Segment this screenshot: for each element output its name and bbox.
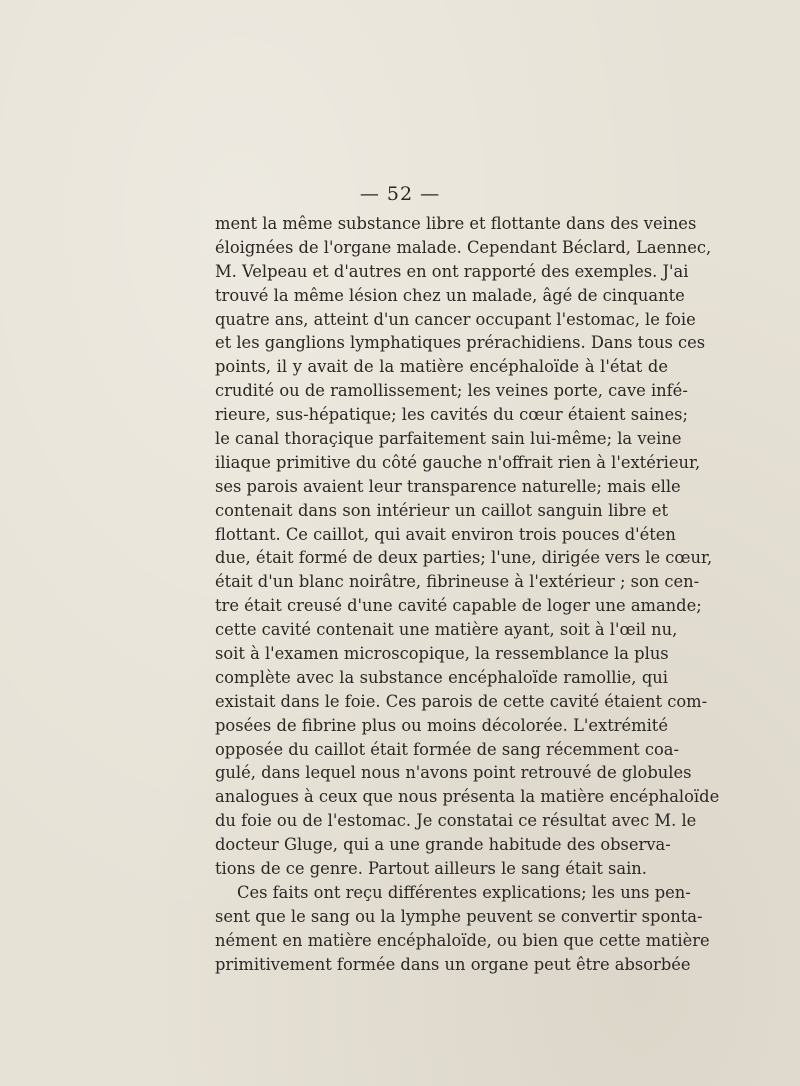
page-number: — 52 — (359, 183, 441, 205)
text-line: docteur Gluge, qui a une grande habitude des observa- (215, 835, 671, 855)
text-line: flottant. Ce caillot, qui avait environ trois pouces d'éten (215, 524, 676, 544)
text-line: analogues à ceux que nous présenta la matière encéphaloïde (215, 787, 720, 807)
text-line: iliaque primitive du côté gauche n'offrait rien à l'extérieur, (215, 452, 701, 472)
text-line: tre était creusé d'une cavité capable de loger une amande; (215, 596, 702, 616)
text-line: complète avec la substance encéphaloïde ramollie, qui (215, 667, 668, 687)
text-line: quatre ans, atteint d'un cancer occupant l'estomac, le foie (215, 309, 696, 329)
text-line: rieure, sus-hépatique; les cavités du cœur étaient saines; (215, 405, 688, 425)
text-line: nément en matière encéphaloïde, ou bien que cette matière (215, 930, 710, 950)
text-line: opposée du caillot était formée de sang récemment coa- (215, 739, 679, 759)
text-line: le canal thoraçique parfaitement sain lui-même; la veine (215, 429, 682, 449)
text-line: ses parois avaient leur transparence naturelle; mais elle (215, 476, 681, 496)
text-line: posées de fibrine plus ou moins décolorée. L'extrémité (215, 715, 668, 735)
text-line: M. Velpeau et d'autres en ont rapporté des exemples. J'ai (215, 261, 689, 281)
text-line: trouvé la même lésion chez un malade, âgé de cinquante (215, 285, 685, 305)
text-line: points, il y avait de la matière encéphaloïde à l'état de (215, 357, 668, 377)
text-line: était d'un blanc noirâtre, fibrineuse à l'extérieur ; son cen- (215, 572, 700, 592)
body-text (215, 212, 720, 977)
text-line: existait dans le foie. Ces parois de cette cavité étaient com- (215, 691, 708, 711)
text-line: crudité ou de ramollissement; les veines porte, cave infé- (215, 381, 688, 401)
text-line: gulé, dans lequel nous n'avons point retrouvé de globules (215, 763, 692, 783)
text-line: cette cavité contenait une matière ayant, soit à l'œil nu, (215, 620, 678, 640)
text-line: primitivement formée dans un organe peut être absorbée (215, 954, 691, 974)
text-line: éloignées de l'organe malade. Cependant Béclard, Laennec, (215, 237, 712, 257)
text-line: du foie ou de l'estomac. Je constatai ce résultat avec M. le (215, 811, 697, 831)
text-line: ment la même substance libre et flottante dans des veines (215, 214, 697, 233)
text-line: Ces faits ont reçu différentes explications; les uns pen- (237, 882, 691, 902)
text-line: tions de ce genre. Partout ailleurs le sang était sain. (215, 859, 647, 879)
text-line: sent que le sang ou la lymphe peuvent se convertir sponta- (215, 906, 703, 926)
text-line: due, était formé de deux parties; l'une, dirigée vers le cœur, (215, 548, 713, 568)
text-line: soit à l'examen microscopique, la ressemblance la plus (215, 644, 669, 664)
text-line: contenait dans son intérieur un caillot sanguin libre et (215, 500, 668, 520)
text-line: et les ganglions lymphatiques prérachidiens. Dans tous ces (215, 333, 706, 353)
